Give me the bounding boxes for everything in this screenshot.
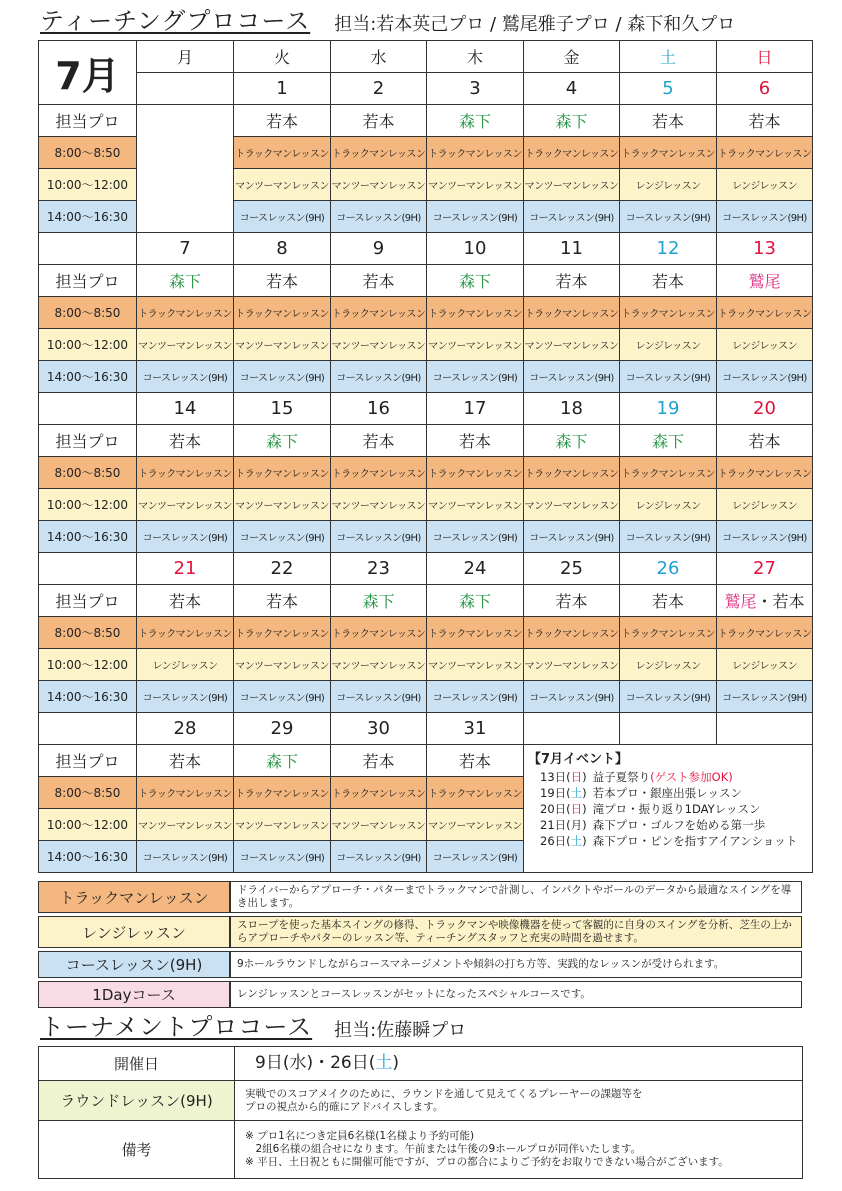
lesson-track: トラックマンレッスン — [234, 457, 331, 489]
lesson-range: レンジレッスン — [620, 329, 717, 361]
lesson-man: マンツーマンレッスン — [234, 169, 331, 201]
day-number: 28 — [137, 713, 234, 745]
event-date: 21日( — [540, 818, 571, 832]
time-label: 8:00～8:50 — [39, 297, 137, 329]
slot-2pm-row — [39, 681, 813, 713]
lesson-track: トラックマンレッスン — [234, 777, 331, 809]
event-date: 26日( — [540, 834, 571, 848]
lesson-course: コースレッスン(9H) — [331, 681, 427, 713]
lesson-track: トラックマンレッスン — [717, 617, 813, 649]
day-number: 13 — [717, 233, 813, 265]
lesson-man: マンツーマンレッスン — [524, 169, 620, 201]
calendar-table — [38, 40, 813, 873]
event-close: ) — [582, 802, 587, 816]
day-number — [137, 73, 234, 105]
lesson-course: コースレッスン(9H) — [234, 681, 331, 713]
lesson-man: マンツーマンレッスン — [427, 809, 524, 841]
tournament-table — [38, 1046, 803, 1179]
blank-cell — [39, 553, 137, 585]
day-number — [620, 713, 717, 745]
day-number: 6 — [717, 73, 813, 105]
lesson-man: マンツーマンレッスン — [427, 329, 524, 361]
time-label: 8:00～8:50 — [39, 457, 137, 489]
lesson-man: マンツーマンレッスン — [331, 489, 427, 521]
lesson-track: トラックマンレッスン — [524, 457, 620, 489]
lesson-track: トラックマンレッスン — [234, 297, 331, 329]
pro-name: 若本 — [137, 425, 234, 457]
legend-row — [38, 951, 802, 978]
lesson-course: コースレッスン(9H) — [717, 361, 813, 393]
pro-name: 若本 — [620, 585, 717, 617]
lesson-course: コースレッスン(9H) — [717, 681, 813, 713]
lesson-track: トラックマンレッスン — [427, 297, 524, 329]
event-close: ) — [582, 770, 587, 784]
event-text: 益子夏祭り — [592, 770, 651, 784]
lesson-track: トラックマンレッスン — [427, 457, 524, 489]
pro-name: 若本 — [234, 265, 331, 297]
day-number: 29 — [234, 713, 331, 745]
lesson-range: レンジレッスン — [717, 329, 813, 361]
time-label: 8:00～8:50 — [39, 137, 137, 169]
lesson-man: マンツーマンレッスン — [234, 809, 331, 841]
event-text: 滝プロ・振り返り1DAYレッスン — [592, 802, 761, 816]
lesson-track: トラックマンレッスン — [427, 777, 524, 809]
lesson-track: トラックマンレッスン — [137, 457, 234, 489]
lesson-range: レンジレッスン — [717, 489, 813, 521]
event-close: ) — [582, 834, 587, 848]
event-dow: 月 — [570, 818, 583, 832]
time-label: 10:00～12:00 — [39, 169, 137, 201]
event-dow: 日 — [570, 770, 583, 784]
pro-name: 若本 — [137, 745, 234, 777]
day-number: 27 — [717, 553, 813, 585]
pro-name: 森下 — [234, 425, 331, 457]
day-number: 14 — [137, 393, 234, 425]
lesson-course: コースレッスン(9H) — [331, 361, 427, 393]
lesson-track: トラックマンレッスン — [524, 617, 620, 649]
day-number: 3 — [427, 73, 524, 105]
day-number: 20 — [717, 393, 813, 425]
day-number: 5 — [620, 73, 717, 105]
weekday-5: 土 — [620, 41, 717, 73]
lesson-course: コースレッスン(9H) — [620, 681, 717, 713]
blank-cell — [39, 713, 137, 745]
pro-label: 担当プロ — [39, 105, 137, 137]
lesson-track: トラックマンレッスン — [137, 777, 234, 809]
pro-name: 森下 — [137, 265, 234, 297]
lesson-track: トラックマンレッスン — [331, 617, 427, 649]
pro-name: 若本 — [137, 585, 234, 617]
teaching-title: ティーチングプロコース — [40, 7, 311, 35]
lesson-range: レンジレッスン — [717, 649, 813, 681]
pro-row — [39, 425, 813, 457]
lesson-course: コースレッスン(9H) — [427, 521, 524, 553]
pro-name: 若本 — [717, 105, 813, 137]
lesson-track: トラックマンレッスン — [331, 457, 427, 489]
blank-cell — [39, 233, 137, 265]
day-number: 31 — [427, 713, 524, 745]
lesson-course: コースレッスン(9H) — [620, 521, 717, 553]
event-close: ) — [582, 818, 587, 832]
lesson-course: コースレッスン(9H) — [524, 361, 620, 393]
weekday-4: 金 — [524, 41, 620, 73]
pro-label: 担当プロ — [39, 745, 137, 777]
pro-name-washio: 鷲尾 — [724, 592, 757, 611]
day-number: 1 — [234, 73, 331, 105]
pro-label: 担当プロ — [39, 585, 137, 617]
pro-label: 担当プロ — [39, 265, 137, 297]
weekday-1: 火 — [234, 41, 331, 73]
lesson-course: コースレッスン(9H) — [524, 521, 620, 553]
time-label: 8:00～8:50 — [39, 617, 137, 649]
lesson-course: コースレッスン(9H) — [717, 201, 813, 233]
pro-label: 担当プロ — [39, 425, 137, 457]
lesson-man: マンツーマンレッスン — [331, 809, 427, 841]
weekday-3: 木 — [427, 41, 524, 73]
day-number: 30 — [331, 713, 427, 745]
teaching-staff: 担当:若本英己プロ / 鷲尾雅子プロ / 森下和久プロ — [334, 14, 736, 35]
pro-name: 若本 — [524, 585, 620, 617]
weekday-2: 水 — [331, 41, 427, 73]
legend-desc: ドライバーからアプローチ・パターまでトラックマンで計測し、インパクトやボールのデータから最適なスイングを導き出します。 — [230, 881, 802, 913]
slot-2pm-row — [39, 361, 813, 393]
lesson-man: マンツーマンレッスン — [427, 489, 524, 521]
lesson-man: マンツーマンレッスン — [524, 489, 620, 521]
lesson-course: コースレッスン(9H) — [234, 521, 331, 553]
event-item — [540, 769, 808, 785]
legend-desc: 9ホールラウンドしながらコースマネージメントや傾斜の打ち方等、実践的なレッスンが受けられます。 — [230, 951, 802, 978]
lesson-course: コースレッスン(9H) — [234, 841, 331, 873]
pro-name: 森下 — [234, 745, 331, 777]
day-number: 16 — [331, 393, 427, 425]
legend-key: コースレッスン(9H) — [38, 951, 230, 978]
weekday-0: 月 — [137, 41, 234, 73]
notes-list — [235, 1121, 803, 1179]
day-number-row — [39, 233, 813, 265]
pro-row — [39, 105, 813, 137]
pro-name: 若本 — [331, 105, 427, 137]
lesson-course: コースレッスン(9H) — [524, 201, 620, 233]
pro-name: 森下 — [620, 425, 717, 457]
legend-row — [38, 916, 802, 948]
lesson-course: コースレッスン(9H) — [331, 201, 427, 233]
time-label: 10:00～12:00 — [39, 809, 137, 841]
pro-name: 若本 — [331, 425, 427, 457]
lesson-course: コースレッスン(9H) — [137, 841, 234, 873]
slot-2pm-row — [39, 521, 813, 553]
legend-key: トラックマンレッスン — [38, 881, 230, 913]
event-date: 13日( — [540, 770, 571, 784]
lesson-range: レンジレッスン — [620, 169, 717, 201]
tournament-header — [40, 1012, 466, 1042]
lesson-course: コースレッスン(9H) — [234, 201, 331, 233]
lesson-track: トラックマンレッスン — [620, 617, 717, 649]
round-desc-line: 実戦でのスコアメイクのために、ラウンドを通して見えてくるプレーヤーの課題等を — [245, 1087, 643, 1100]
round-desc — [235, 1081, 803, 1121]
slot-8am-row — [39, 457, 813, 489]
event-text: 若本プロ・銀座出張レッスン — [592, 786, 743, 800]
lesson-track: トラックマンレッスン — [524, 137, 620, 169]
lesson-course: コースレッスン(9H) — [427, 681, 524, 713]
time-label: 14:00～16:30 — [39, 201, 137, 233]
day-number: 7 — [137, 233, 234, 265]
tournament-round-row — [39, 1081, 803, 1121]
pro-name: 森下 — [524, 425, 620, 457]
lesson-man: マンツーマンレッスン — [137, 329, 234, 361]
lesson-track: トラックマンレッスン — [331, 777, 427, 809]
lesson-track: トラックマンレッスン — [717, 457, 813, 489]
lesson-course: コースレッスン(9H) — [137, 361, 234, 393]
day-number: 15 — [234, 393, 331, 425]
tournament-title: トーナメントプロコース — [40, 1013, 313, 1041]
day-number: 22 — [234, 553, 331, 585]
lesson-course: コースレッスン(9H) — [234, 361, 331, 393]
day-number: 25 — [524, 553, 620, 585]
legend-desc: レンジレッスンとコースレッスンがセットになったスペシャルコースです。 — [230, 981, 802, 1008]
day-number-row — [39, 713, 813, 745]
slot-10am-row — [39, 329, 813, 361]
event-dow: 土 — [570, 786, 583, 800]
day-number-row — [39, 553, 813, 585]
lesson-man: マンツーマンレッスン — [331, 169, 427, 201]
day-number: 4 — [524, 73, 620, 105]
legend-table — [38, 878, 802, 1011]
note-line: 2組6名様の組合せになります。午前または午後の9ホールプロが同伴いたします。 — [245, 1143, 642, 1155]
event-date: 19日( — [540, 786, 571, 800]
pro-name: 若本 — [620, 105, 717, 137]
event-item — [540, 833, 808, 849]
pro-name: 若本 — [234, 105, 331, 137]
lesson-track: トラックマンレッスン — [331, 137, 427, 169]
lesson-track: トラックマンレッスン — [620, 297, 717, 329]
lesson-man: マンツーマンレッスン — [524, 649, 620, 681]
lesson-man: マンツーマンレッスン — [331, 329, 427, 361]
legend-row — [38, 881, 802, 913]
pro-name: 森下 — [427, 585, 524, 617]
lesson-range: レンジレッスン — [620, 649, 717, 681]
event-item — [540, 801, 808, 817]
lesson-man: マンツーマンレッスン — [331, 649, 427, 681]
lesson-range: レンジレッスン — [620, 489, 717, 521]
event-close: ) — [582, 786, 587, 800]
pro-name — [717, 585, 813, 617]
pro-name: 鷲尾 — [717, 265, 813, 297]
day-number-row — [39, 73, 813, 105]
time-label: 10:00～12:00 — [39, 329, 137, 361]
slot-8am-row — [39, 617, 813, 649]
time-label: 14:00～16:30 — [39, 841, 137, 873]
lesson-track: トラックマンレッスン — [620, 137, 717, 169]
lesson-track: トラックマンレッスン — [524, 297, 620, 329]
lesson-course: コースレッスン(9H) — [331, 841, 427, 873]
tournament-staff: 担当:佐藤瞬プロ — [334, 1020, 467, 1041]
events-title: 【7月イベント】 — [528, 752, 629, 767]
pro-row — [39, 585, 813, 617]
lesson-man: マンツーマンレッスン — [234, 649, 331, 681]
day-number: 8 — [234, 233, 331, 265]
pro-name: 若本 — [427, 745, 524, 777]
day-number: 24 — [427, 553, 524, 585]
date-label: 開催日 — [39, 1047, 235, 1081]
day-number: 19 — [620, 393, 717, 425]
pro-row — [39, 745, 813, 777]
lesson-man: マンツーマンレッスン — [427, 169, 524, 201]
lesson-course: コースレッスン(9H) — [137, 521, 234, 553]
event-text: 森下プロ・ゴルフを始める第一歩 — [592, 818, 766, 832]
time-label: 14:00～16:30 — [39, 361, 137, 393]
day-number-row — [39, 393, 813, 425]
pro-name: 若本 — [331, 265, 427, 297]
slot-10am-row — [39, 649, 813, 681]
note-line: ※ プロ1名につき定員6名様(1名様より予約可能) — [245, 1130, 475, 1142]
date-value-close: ) — [392, 1053, 399, 1073]
lesson-track: トラックマンレッスン — [717, 297, 813, 329]
day-number: 23 — [331, 553, 427, 585]
pro-name-wakamoto: ・若本 — [756, 592, 805, 611]
lesson-course: コースレッスン(9H) — [717, 521, 813, 553]
day-number: 11 — [524, 233, 620, 265]
event-date: 20日( — [540, 802, 571, 816]
pro-name: 若本 — [524, 265, 620, 297]
lesson-course: コースレッスン(9H) — [427, 201, 524, 233]
legend-key: レンジレッスン — [38, 916, 230, 948]
time-label: 10:00～12:00 — [39, 649, 137, 681]
day-number: 21 — [137, 553, 234, 585]
time-label: 14:00～16:30 — [39, 521, 137, 553]
month-label: 7月 — [39, 41, 137, 105]
date-value — [235, 1047, 803, 1081]
event-note: (ゲスト参加OK) — [650, 770, 733, 784]
round-desc-line: プロの視点から的確にアドバイスします。 — [245, 1100, 444, 1113]
lesson-range: レンジレッスン — [137, 649, 234, 681]
lesson-course: コースレッスン(9H) — [620, 361, 717, 393]
lesson-man: マンツーマンレッスン — [234, 329, 331, 361]
lesson-track: トラックマンレッスン — [234, 617, 331, 649]
time-label: 10:00～12:00 — [39, 489, 137, 521]
event-dow: 日 — [570, 802, 583, 816]
pro-name: 森下 — [427, 105, 524, 137]
notes-label: 備考 — [39, 1121, 235, 1179]
pro-name: 若本 — [427, 425, 524, 457]
lesson-man: マンツーマンレッスン — [524, 329, 620, 361]
legend-desc: スロープを使った基本スイングの修得、トラックマンや映像機器を使って客観的に自身のスイングを分析、芝生の上からアプローチやパターのレッスン等、ティーチングスタッフと充実の時間を過せます。 — [230, 916, 802, 948]
weekday-6: 日 — [717, 41, 813, 73]
event-item — [540, 817, 808, 833]
event-item — [540, 785, 808, 801]
legend-row — [38, 981, 802, 1008]
teaching-header — [40, 6, 735, 36]
lesson-course: コースレッスン(9H) — [427, 841, 524, 873]
legend-key: 1Dayコース — [38, 981, 230, 1008]
lesson-track: トラックマンレッスン — [427, 137, 524, 169]
pro-name: 森下 — [331, 585, 427, 617]
lesson-man: マンツーマンレッスン — [137, 809, 234, 841]
slot-10am-row — [39, 489, 813, 521]
day-number: 10 — [427, 233, 524, 265]
day-number: 12 — [620, 233, 717, 265]
lesson-track: トラックマンレッスン — [427, 617, 524, 649]
day-number: 9 — [331, 233, 427, 265]
slot-8am-row — [39, 297, 813, 329]
day-number: 18 — [524, 393, 620, 425]
time-label: 8:00～8:50 — [39, 777, 137, 809]
events-panel — [524, 745, 813, 873]
note-line: ※ 平日、土日祝ともに開催可能ですが、プロの都合によりご予約をお取りできない場合がございます。 — [245, 1156, 729, 1168]
event-dow: 土 — [570, 834, 583, 848]
tournament-date-row — [39, 1047, 803, 1081]
lesson-man: マンツーマンレッスン — [234, 489, 331, 521]
lesson-man: マンツーマンレッスン — [137, 489, 234, 521]
time-label: 14:00～16:30 — [39, 681, 137, 713]
lesson-man: マンツーマンレッスン — [427, 649, 524, 681]
lesson-course: コースレッスン(9H) — [427, 361, 524, 393]
lesson-track: トラックマンレッスン — [717, 137, 813, 169]
pro-name: 若本 — [620, 265, 717, 297]
day-number — [524, 713, 620, 745]
event-text: 森下プロ・ピンを指すアイアンショット — [592, 834, 798, 848]
lesson-course: コースレッスン(9H) — [137, 681, 234, 713]
pro-name: 森下 — [524, 105, 620, 137]
date-value-main: 9日(水)・26日( — [255, 1053, 376, 1073]
pro-name: 若本 — [331, 745, 427, 777]
pro-name: 若本 — [234, 585, 331, 617]
lesson-course: コースレッスン(9H) — [524, 681, 620, 713]
lesson-track: トラックマンレッスン — [234, 137, 331, 169]
pro-name: 若本 — [717, 425, 813, 457]
day-number: 17 — [427, 393, 524, 425]
day-number: 26 — [620, 553, 717, 585]
date-value-sat: 土 — [375, 1053, 393, 1073]
day-number — [717, 713, 813, 745]
round-label: ラウンドレッスン(9H) — [39, 1081, 235, 1121]
lesson-track: トラックマンレッスン — [620, 457, 717, 489]
tournament-notes-row — [39, 1121, 803, 1179]
lesson-course: コースレッスン(9H) — [620, 201, 717, 233]
lesson-course: コースレッスン(9H) — [331, 521, 427, 553]
pro-name: 森下 — [427, 265, 524, 297]
blank-cell — [39, 393, 137, 425]
empty-block — [137, 105, 234, 233]
lesson-range: レンジレッスン — [717, 169, 813, 201]
lesson-track: トラックマンレッスン — [331, 297, 427, 329]
lesson-track: トラックマンレッスン — [137, 297, 234, 329]
lesson-track: トラックマンレッスン — [137, 617, 234, 649]
weekday-row — [39, 41, 813, 73]
pro-row — [39, 265, 813, 297]
day-number: 2 — [331, 73, 427, 105]
